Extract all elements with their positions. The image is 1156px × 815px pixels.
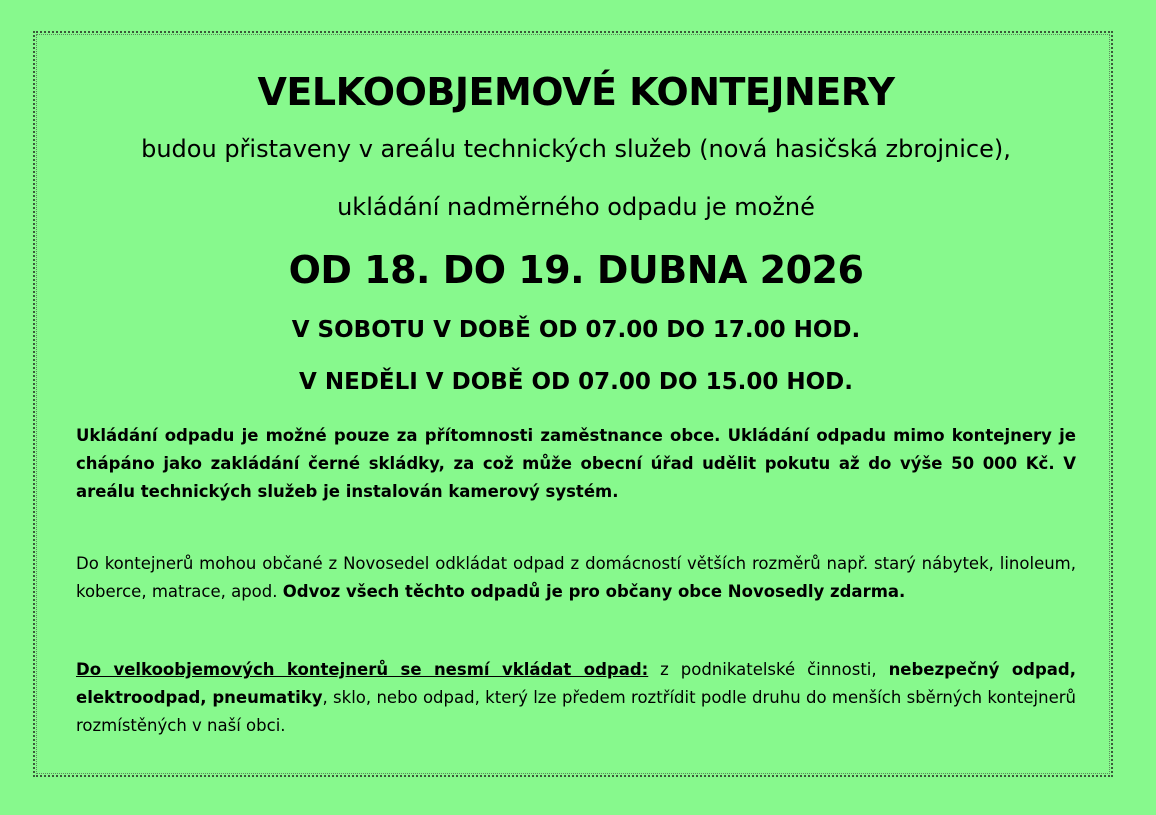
notice-content — [76, 60, 1076, 740]
saturday-hours: V SOBOTU V DOBĚ OD 07.00 DO 17.00 HOD. — [291, 317, 861, 343]
location-line: budou přistaveny v areálu technických služeb (nová hasičská zbrojnice), — [141, 135, 1011, 163]
notice-title: VELKOOBJEMOVÉ KONTEJNERY — [257, 70, 895, 114]
free-disposal-text: Odvoz všech těchto odpadů je pro občany obce Novosedly zdarma. — [282, 582, 906, 601]
disposal-line: ukládání nadměrného odpadu je možné — [337, 193, 815, 221]
allowed-waste-paragraph — [76, 550, 1076, 606]
forbidden-text-1: z podnikatelské činnosti, — [648, 660, 889, 679]
rules-paragraph: Ukládání odpadu je možné pouze za přítomnosti zaměstnance obce. Ukládání odpadu mimo kontejnery je chápáno jako zakládání černé skládky, za což může obecní úřad udělit pokutu až do výše 50 000 Kč. V areálu technických služeb je instalován kamerový systém. — [76, 426, 1076, 501]
forbidden-text-2: , sklo, nebo odpad, který lze předem roztřídit podle druhu do menších sběrných kontejnerů rozmístěných v naší obci. — [76, 688, 1076, 735]
forbidden-hazardous: nebezpečný odpad, elektroodpad, pneumatiky — [76, 660, 1076, 707]
sunday-hours: V NEDĚLI V DOBĚ OD 07.00 DO 15.00 HOD. — [299, 369, 853, 395]
date-range: OD 18. DO 19. DUBNA 2026 — [288, 248, 864, 292]
allowed-waste-text: Do kontejnerů mohou občané z Novosedel odkládat odpad z domácností větších rozměrů např. starý nábytek, linoleum, koberce, matrace, apod. — [76, 554, 1076, 601]
forbidden-heading: Do velkoobjemových kontejnerů se nesmí vkládat odpad: — [76, 660, 649, 679]
forbidden-waste-paragraph — [76, 656, 1076, 740]
